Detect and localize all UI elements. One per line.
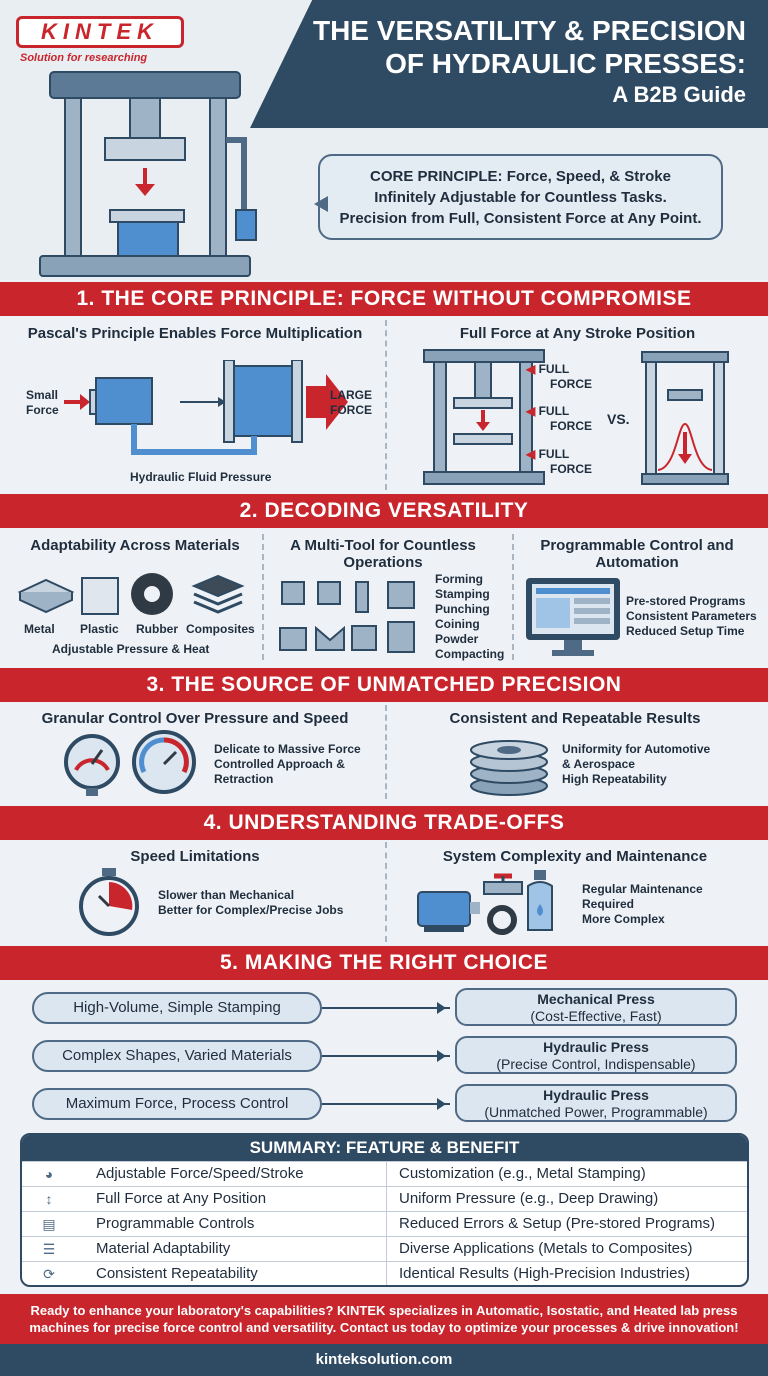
page-title bbox=[313, 14, 746, 110]
material-composites: Composites bbox=[186, 622, 255, 636]
pressure-gauges-icon bbox=[64, 730, 204, 796]
stopwatch-icon bbox=[76, 866, 142, 938]
section-4-divider bbox=[385, 842, 387, 942]
material-rubber: Rubber bbox=[136, 622, 178, 636]
tooling-icons bbox=[276, 578, 426, 658]
materials-icons bbox=[16, 568, 256, 620]
summary-row bbox=[22, 1261, 747, 1286]
call-to-action-banner bbox=[0, 1294, 768, 1344]
summary-benefit: Identical Results (High-Precision Industries) bbox=[399, 1265, 690, 1282]
title-line-2: OF HYDRAULIC PRESSES: bbox=[385, 48, 746, 79]
plastic-icon bbox=[82, 578, 118, 614]
stacked-parts-icon bbox=[466, 732, 552, 798]
choice-need-1: High-Volume, Simple Stamping bbox=[32, 992, 322, 1024]
choice-arrow-2 bbox=[322, 1055, 450, 1057]
choice-result-2: Hydraulic Press (Precise Control, Indispensable) bbox=[455, 1036, 737, 1074]
full-force-label-3: ◀ FULL FORCE bbox=[526, 447, 592, 476]
section-4-title: 4. UNDERSTANDING TRADE-OFFS bbox=[0, 806, 768, 840]
summary-benefit: Reduced Errors & Setup (Pre-stored Programs) bbox=[399, 1215, 715, 1232]
core-line-1: CORE PRINCIPLE: Force, Speed, & Stroke bbox=[370, 168, 671, 185]
choice-result-3: Hydraulic Press (Unmatched Power, Programmable) bbox=[455, 1084, 737, 1122]
choice-result-1: Mechanical Press (Cost-Effective, Fast) bbox=[455, 988, 737, 1026]
granular-control-heading: Granular Control Over Pressure and Speed bbox=[41, 710, 349, 727]
section-3-divider bbox=[385, 705, 387, 799]
summary-feature: Adjustable Force/Speed/Stroke bbox=[96, 1165, 304, 1182]
choice-need-3: Maximum Force, Process Control bbox=[32, 1088, 322, 1120]
cta-line-1: Ready to enhance your laboratory's capabilities? KINTEK specializes in Automatic, Isostatic, and Heated lab press bbox=[30, 1303, 738, 1318]
versus-label: VS. bbox=[607, 411, 630, 427]
pascal-diagram bbox=[60, 360, 350, 460]
materials-note: Adjustable Pressure & Heat bbox=[52, 642, 210, 656]
summary-row bbox=[22, 1161, 747, 1186]
rubber-icon bbox=[131, 573, 173, 615]
maintenance-icons bbox=[414, 866, 564, 938]
operations-list: Forming Stamping Punching Coining Powder Compacting bbox=[435, 572, 505, 661]
summary-row bbox=[22, 1236, 747, 1261]
control-panel-icon: ▤ bbox=[42, 1216, 56, 1232]
summary-title: SUMMARY: FEATURE & BENEFIT bbox=[22, 1135, 747, 1161]
programmable-list: Pre-stored Programs Consistent Parameters Reduced Setup Time bbox=[626, 594, 757, 638]
fluid-bottle-icon bbox=[528, 870, 552, 930]
core-line-3: Precision from Full, Consistent Force at Any Point. bbox=[339, 210, 702, 227]
pascal-heading: Pascal's Principle Enables Force Multiplication bbox=[27, 325, 363, 342]
composites-icon bbox=[194, 576, 242, 612]
small-force-label: Small Force bbox=[26, 388, 59, 417]
full-force-label-1: ◀ FULL FORCE bbox=[526, 362, 592, 391]
repeat-icon: ⟳ bbox=[43, 1266, 55, 1282]
summary-feature: Programmable Controls bbox=[96, 1215, 255, 1232]
complexity-text: Regular Maintenance Required More Complex bbox=[582, 882, 703, 926]
full-force-label-2: ◀ FULL FORCE bbox=[526, 404, 592, 433]
summary-row bbox=[22, 1211, 747, 1236]
monitor-icon bbox=[524, 576, 622, 660]
section-2-divider-2 bbox=[512, 534, 514, 660]
hydraulic-press-illustration bbox=[10, 60, 280, 280]
materials-heading: Adaptability Across Materials bbox=[30, 537, 240, 554]
multi-tool-heading: A Multi-Tool for Countless Operations bbox=[290, 537, 476, 571]
speed-limitations-heading: Speed Limitations bbox=[130, 848, 260, 865]
gauge-icon: ◕ bbox=[44, 1166, 54, 1182]
seal-ring-icon bbox=[490, 908, 514, 932]
repeatable-results-heading: Consistent and Repeatable Results bbox=[449, 710, 701, 727]
programmable-heading: Programmable Control and Automation bbox=[540, 537, 734, 571]
granular-control-text: Delicate to Massive Force Controlled Approach & Retraction bbox=[214, 742, 361, 786]
section-3-title: 3. THE SOURCE OF UNMATCHED PRECISION bbox=[0, 668, 768, 702]
summary-row bbox=[22, 1186, 747, 1211]
complexity-heading: System Complexity and Maintenance bbox=[442, 848, 708, 865]
summary-benefit: Uniform Pressure (e.g., Deep Drawing) bbox=[399, 1190, 659, 1207]
summary-table bbox=[20, 1133, 749, 1287]
core-line-2: Infinitely Adjustable for Countless Tasks. bbox=[374, 189, 667, 206]
summary-benefit: Diverse Applications (Metals to Composites) bbox=[399, 1240, 693, 1257]
valve-icon bbox=[484, 876, 522, 894]
motor-icon bbox=[418, 892, 480, 932]
choice-arrow-1 bbox=[322, 1007, 450, 1009]
layers-icon: ☰ bbox=[42, 1241, 56, 1257]
summary-feature: Consistent Repeatability bbox=[96, 1265, 258, 1282]
summary-benefit: Customization (e.g., Metal Stamping) bbox=[399, 1165, 646, 1182]
title-line-3: A B2B Guide bbox=[612, 82, 746, 107]
title-line-1: THE VERSATILITY & PRECISION bbox=[312, 15, 746, 46]
section-2-title: 2. DECODING VERSATILITY bbox=[0, 494, 768, 528]
choice-need-2: Complex Shapes, Varied Materials bbox=[32, 1040, 322, 1072]
core-principle-callout bbox=[318, 154, 723, 240]
hydraulic-fluid-label: Hydraulic Fluid Pressure bbox=[130, 470, 272, 484]
section-1-title: 1. THE CORE PRINCIPLE: FORCE WITHOUT COMPROMISE bbox=[0, 282, 768, 316]
large-force-label: LARGE FORCE bbox=[330, 388, 372, 417]
repeatable-results-text: Uniformity for Automotive & Aerospace High Repeatability bbox=[562, 742, 711, 786]
material-plastic: Plastic bbox=[80, 622, 119, 636]
material-metal: Metal bbox=[24, 622, 55, 636]
section-2-divider-1 bbox=[262, 534, 264, 660]
choice-arrow-3 bbox=[322, 1103, 450, 1105]
vertical-arrows-icon: ↕ bbox=[45, 1191, 53, 1207]
cta-line-2: machines for precise force control and versatility. Contact us today to optimize your processes & drive innovation! bbox=[29, 1320, 739, 1335]
mechanical-press-diagram bbox=[640, 350, 730, 486]
full-force-heading: Full Force at Any Stroke Position bbox=[459, 325, 696, 342]
summary-feature: Full Force at Any Position bbox=[96, 1190, 267, 1207]
section-5-title: 5. MAKING THE RIGHT CHOICE bbox=[0, 946, 768, 980]
summary-feature: Material Adaptability bbox=[96, 1240, 231, 1257]
metal-icon bbox=[20, 580, 72, 612]
logo-tagline: Solution for researching bbox=[20, 52, 148, 64]
section-1-divider bbox=[385, 320, 387, 490]
speed-limitations-text: Slower than Mechanical Better for Complex/Precise Jobs bbox=[158, 888, 344, 917]
kintek-logo[interactable]: KINTEK bbox=[16, 16, 184, 48]
footer-website-link[interactable]: kinteksolution.com bbox=[0, 1344, 768, 1376]
